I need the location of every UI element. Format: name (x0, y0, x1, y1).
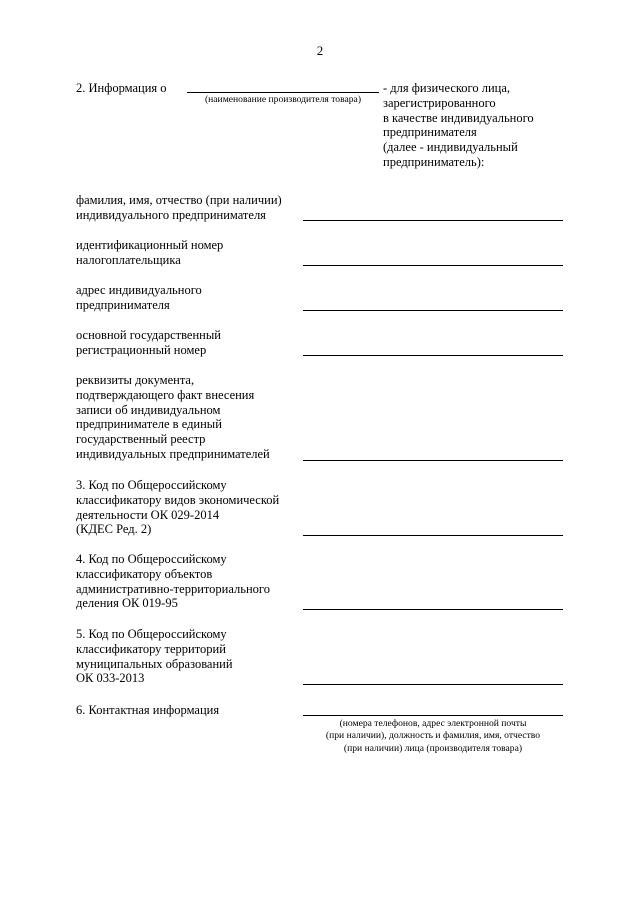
section-2-label: 2. Информация о (76, 81, 167, 95)
field-label-inn: идентификационный номер налогоплательщика (76, 238, 224, 267)
field-line-registry-document (303, 460, 563, 461)
contact-info-caption: (номера телефонов, адрес электронной почты (при наличии), должность и фамилия, имя, отчество (при наличии) лица (производителя товара) (325, 718, 541, 754)
field-label-okved: 3. Код по Общероссийскому классификатору видов экономической деятельности ОК 029-2014 (КДЕС Ред. 2) (76, 478, 280, 537)
field-label-oktmo: 5. Код по Общероссийскому классификатору территорий муниципальных образований ОК 033-2013 (76, 627, 233, 686)
field-label-registry-document: реквизиты документа, подтверждающего факт внесения записи об индивидуальном предпринимателе в единый государственный реестр индивидуальных предпринимателей (76, 373, 270, 461)
field-line-oktmo (303, 684, 563, 685)
section-2-note: - для физического лица, зарегистрированного в качестве индивидуального предпринимателя (далее - индивидуальный предприниматель): (383, 81, 534, 169)
page-number: 2 (316, 43, 324, 58)
field-line-full-name (303, 220, 563, 221)
field-line-ogrn (303, 355, 563, 356)
field-label-ogrn: основной государственный регистрационный номер (76, 328, 221, 357)
field-label-okato: 4. Код по Общероссийскому классификатору объектов административно-территориального деления ОК 019-95 (76, 552, 270, 611)
field-line-inn (303, 265, 563, 266)
field-line-okved (303, 535, 563, 536)
field-label-address: адрес индивидуального предпринимателя (76, 283, 202, 312)
manufacturer-name-line (187, 92, 379, 93)
field-line-okato (303, 609, 563, 610)
manufacturer-name-caption: (наименование производителя товара) (204, 94, 362, 105)
field-line-contact-info (303, 715, 563, 716)
field-label-full-name: фамилия, имя, отчество (при наличии) индивидуального предпринимателя (76, 193, 282, 222)
field-label-contact-info: 6. Контактная информация (76, 703, 220, 717)
field-line-address (303, 310, 563, 311)
